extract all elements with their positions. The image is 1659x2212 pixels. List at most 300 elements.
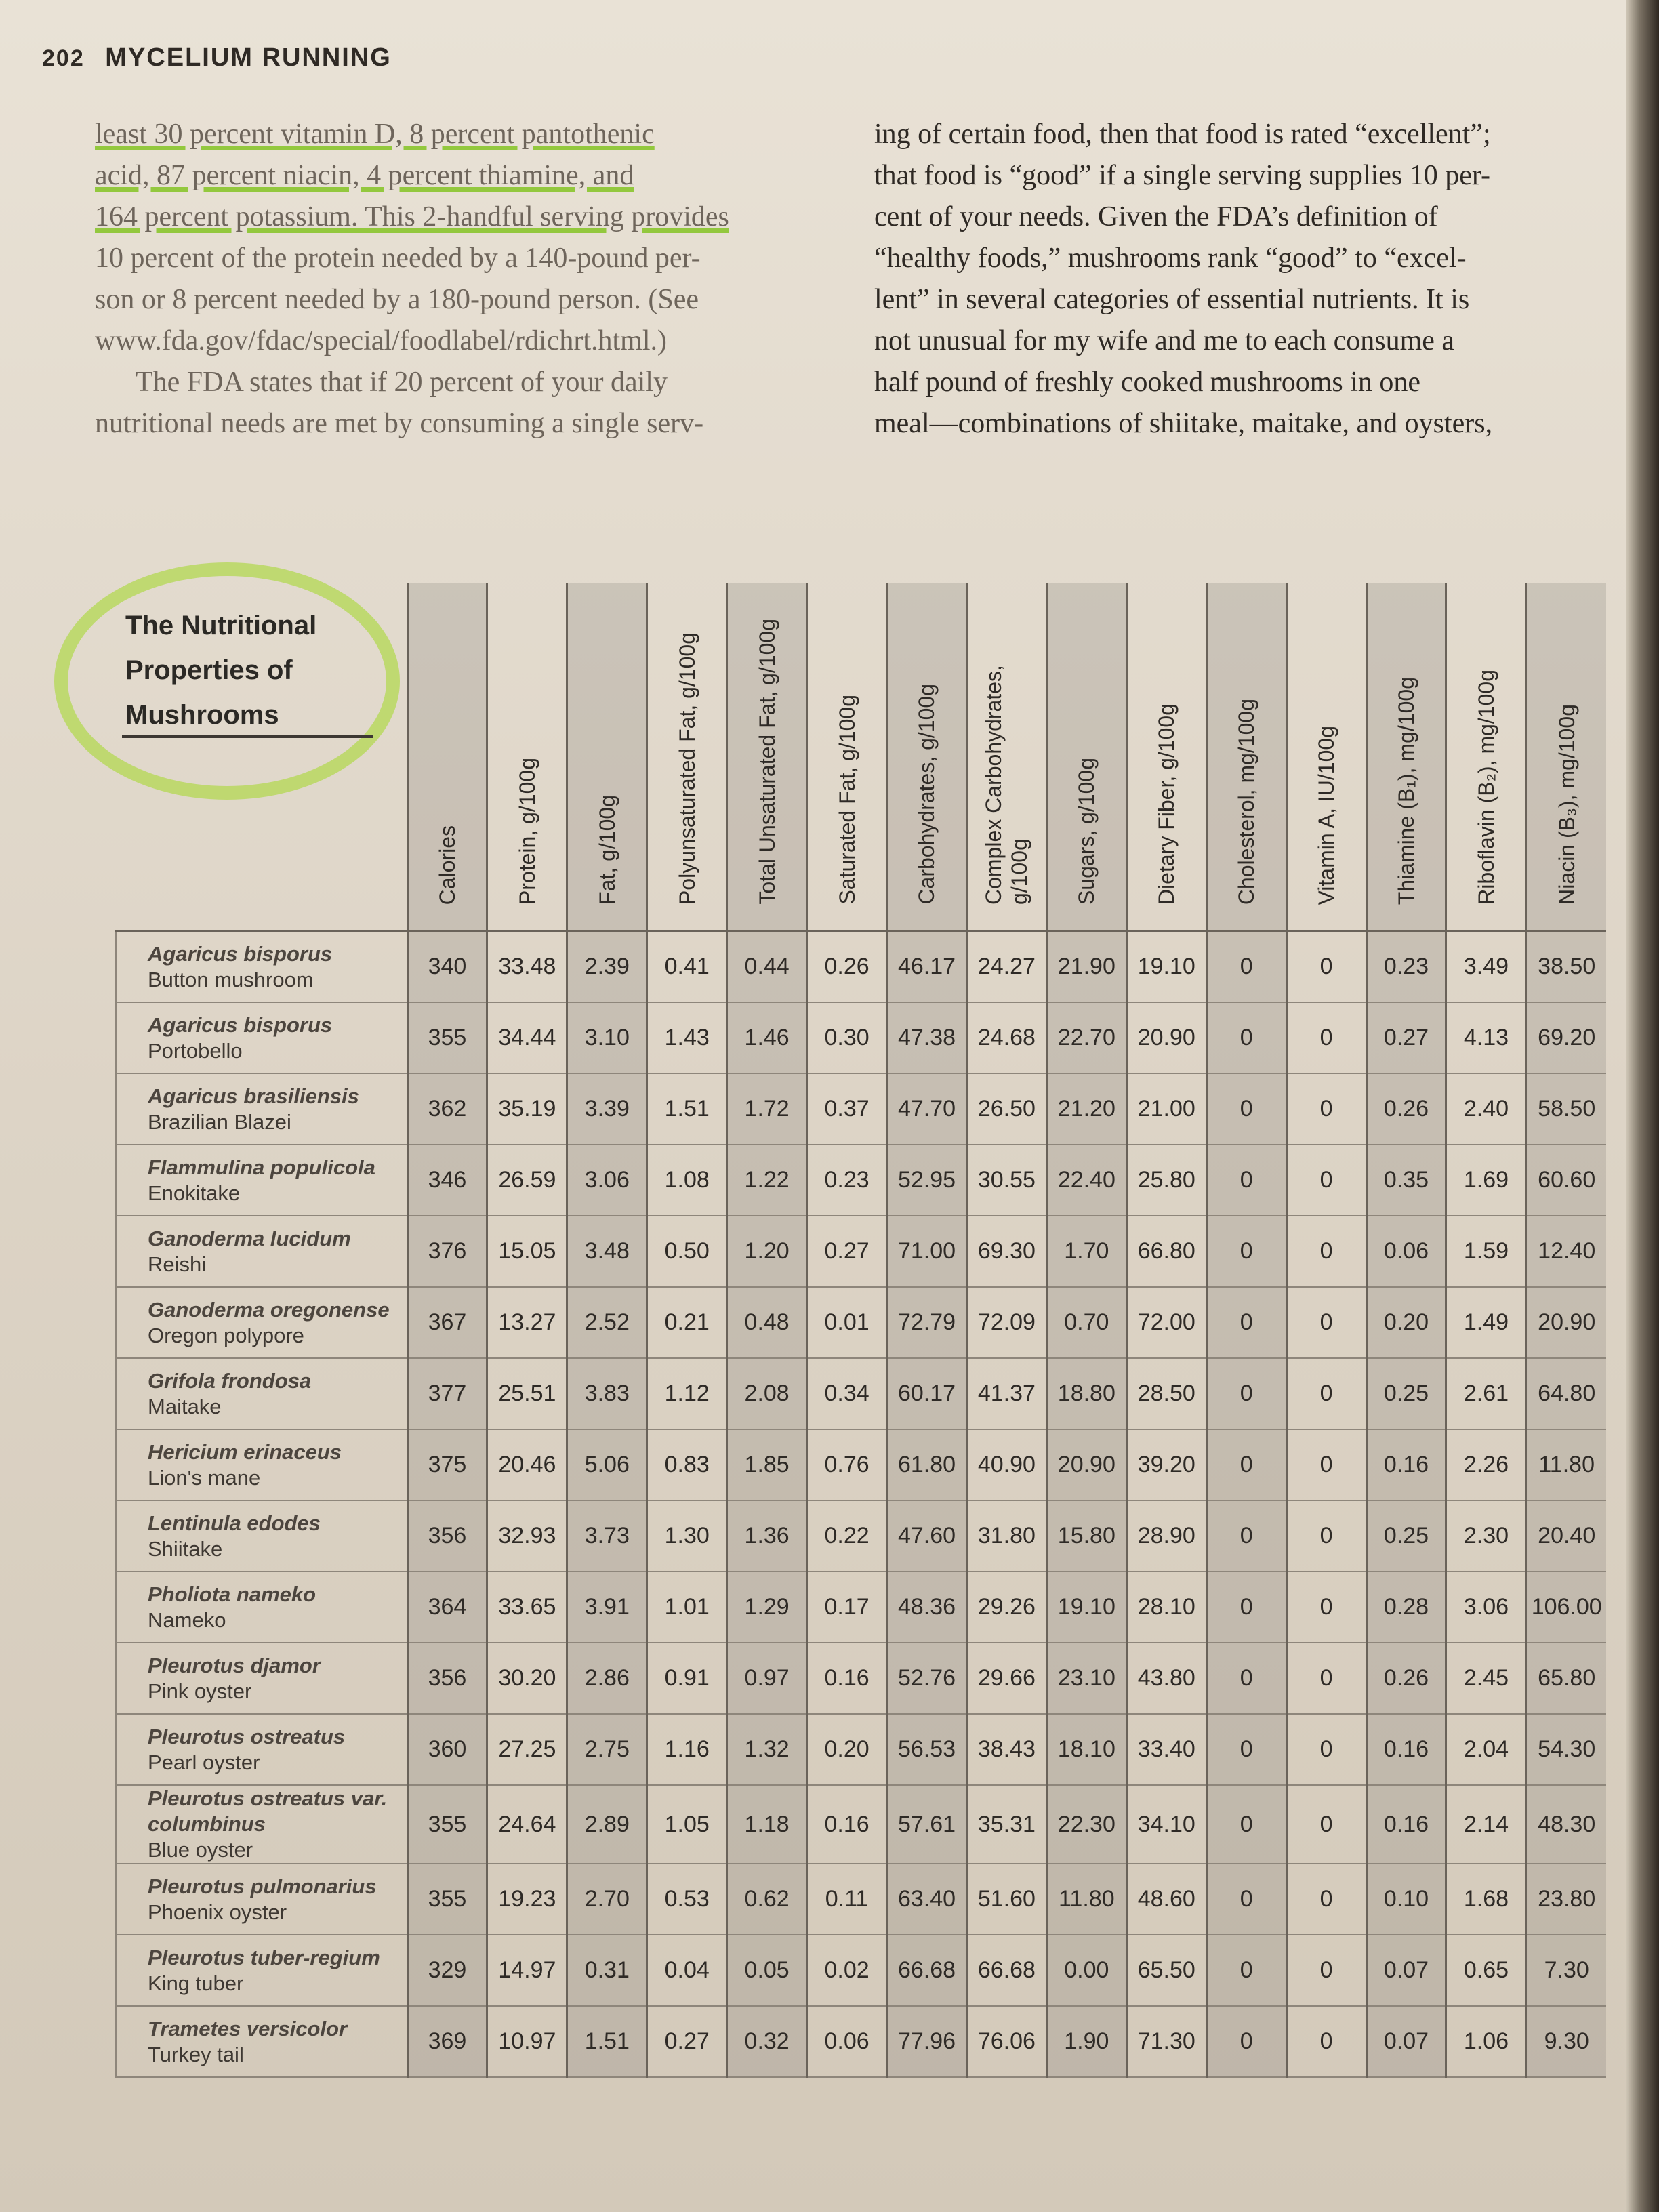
text-line: least 30 percent vitamin D, 8 percent pantothenic (95, 119, 655, 150)
table-cell: 0 (1206, 1500, 1286, 1572)
table-row (116, 1002, 1606, 1073)
table-cell: 0 (1206, 1216, 1286, 1287)
table-cell: 0.31 (567, 1935, 647, 2006)
common-name: Maitake (148, 1394, 222, 1418)
table-cell: 22.30 (1046, 1785, 1126, 1864)
table-cell: 1.08 (647, 1145, 727, 1216)
table-cell: 40.90 (966, 1429, 1046, 1500)
latin-name: Trametes versicolor (148, 2016, 348, 2041)
table-cell: 0 (1206, 1785, 1286, 1864)
species-cell (116, 1287, 407, 1358)
column-label: Fat, g/100g (594, 795, 619, 905)
species-cell (116, 1002, 407, 1073)
table-cell: 1.70 (1046, 1216, 1126, 1287)
table-cell: 340 (407, 931, 487, 1003)
table-title: The Nutritional Properties of Mushrooms (125, 611, 317, 730)
table-cell: 0.23 (807, 1145, 887, 1216)
table-cell: 360 (407, 1714, 487, 1785)
table-cell: 52.95 (887, 1145, 967, 1216)
table-cell: 20.90 (1526, 1287, 1606, 1358)
table-cell: 1.59 (1446, 1216, 1526, 1287)
table-row (116, 1287, 1606, 1358)
table-cell: 0.91 (647, 1643, 727, 1714)
column-header (487, 583, 567, 931)
table-cell: 23.10 (1046, 1643, 1126, 1714)
latin-name: Flammulina populicola (148, 1155, 375, 1179)
table-cell: 367 (407, 1287, 487, 1358)
table-cell: 31.80 (966, 1500, 1046, 1572)
table-cell: 0 (1206, 1429, 1286, 1500)
table-cell: 66.80 (1126, 1216, 1206, 1287)
table-cell: 3.48 (567, 1216, 647, 1287)
table-cell: 3.73 (567, 1500, 647, 1572)
table-cell: 329 (407, 1935, 487, 2006)
species-cell (116, 1572, 407, 1643)
table-cell: 1.36 (727, 1500, 807, 1572)
table-cell: 21.20 (1046, 1073, 1126, 1145)
table-cell: 3.49 (1446, 931, 1526, 1003)
table-cell: 0 (1206, 1864, 1286, 1935)
common-name: Lion's mane (148, 1465, 261, 1490)
table-cell: 0.50 (647, 1216, 727, 1287)
common-name: Portobello (148, 1038, 243, 1063)
table-cell: 26.50 (966, 1073, 1046, 1145)
table-cell: 0.22 (807, 1500, 887, 1572)
table-cell: 1.68 (1446, 1864, 1526, 1935)
table-cell: 1.18 (727, 1785, 807, 1864)
table-cell: 60.17 (887, 1358, 967, 1429)
table-row (116, 1785, 1606, 1864)
table-cell: 0.10 (1366, 1864, 1446, 1935)
table-cell: 3.83 (567, 1358, 647, 1429)
table-cell: 38.50 (1526, 931, 1606, 1003)
table-cell: 18.10 (1046, 1714, 1126, 1785)
text-line: ing of certain food, then that food is rated “excellent”; (874, 119, 1491, 150)
column-header (407, 583, 487, 931)
running-head (42, 43, 392, 73)
column-header (887, 583, 967, 931)
table-row (116, 1429, 1606, 1500)
table-cell: 0 (1206, 1073, 1286, 1145)
latin-name: Agaricus bisporus (148, 1012, 333, 1037)
table-cell: 1.06 (1446, 2006, 1526, 2077)
table-cell: 35.31 (966, 1785, 1046, 1864)
table-cell: 48.60 (1126, 1864, 1206, 1935)
table-row (116, 1643, 1606, 1714)
column-header (807, 583, 887, 931)
latin-name: Pleurotus pulmonarius (148, 1874, 377, 1898)
table-cell: 0.32 (727, 2006, 807, 2077)
species-cell (116, 1714, 407, 1785)
table-cell: 0 (1206, 1287, 1286, 1358)
table-cell: 28.10 (1126, 1572, 1206, 1643)
table-row (116, 931, 1606, 1003)
table-cell: 0 (1206, 1002, 1286, 1073)
table-cell: 0.44 (727, 931, 807, 1003)
table-cell: 7.30 (1526, 1935, 1606, 2006)
table-cell: 51.60 (966, 1864, 1046, 1935)
table-cell: 20.90 (1126, 1002, 1206, 1073)
table-cell: 1.85 (727, 1429, 807, 1500)
table-cell: 20.90 (1046, 1429, 1126, 1500)
table-cell: 46.17 (887, 931, 967, 1003)
table-cell: 0 (1286, 1429, 1366, 1500)
nutrition-table (115, 583, 1606, 2078)
table-cell: 29.66 (966, 1643, 1046, 1714)
table-cell: 22.40 (1046, 1145, 1126, 1216)
paragraph-1 (95, 114, 806, 362)
table-cell: 24.68 (966, 1002, 1046, 1073)
table-cell: 65.80 (1526, 1643, 1606, 1714)
table-cell: 1.16 (647, 1714, 727, 1785)
table-cell: 69.20 (1526, 1002, 1606, 1073)
table-cell: 0.16 (1366, 1429, 1446, 1500)
page-edge (1626, 0, 1659, 2212)
table-cell: 2.39 (567, 931, 647, 1003)
table-cell: 0.65 (1446, 1935, 1526, 2006)
table-cell: 355 (407, 1785, 487, 1864)
table-cell: 0 (1286, 1002, 1366, 1073)
text-line: that food is “good” if a single serving supplies 10 per- (874, 160, 1490, 191)
table-cell: 364 (407, 1572, 487, 1643)
species-cell (116, 1643, 407, 1714)
table-cell: 11.80 (1526, 1429, 1606, 1500)
table-cell: 9.30 (1526, 2006, 1606, 2077)
column-header (966, 583, 1046, 931)
table-cell: 356 (407, 1643, 487, 1714)
table-cell: 1.20 (727, 1216, 807, 1287)
table-cell: 2.40 (1446, 1073, 1526, 1145)
table-cell: 27.25 (487, 1714, 567, 1785)
latin-name: Pholiota nameko (148, 1582, 316, 1606)
table-row (116, 1216, 1606, 1287)
table-cell: 356 (407, 1500, 487, 1572)
table-cell: 1.43 (647, 1002, 727, 1073)
table-cell: 0 (1286, 1287, 1366, 1358)
latin-name: Pleurotus ostreatus (148, 1724, 346, 1748)
left-column-text (95, 114, 806, 445)
common-name: Enokitake (148, 1181, 241, 1205)
column-header (1126, 583, 1206, 931)
table-cell: 2.08 (727, 1358, 807, 1429)
latin-name: Hericium erinaceus (148, 1439, 342, 1464)
table-cell: 3.39 (567, 1073, 647, 1145)
table-cell: 2.86 (567, 1643, 647, 1714)
table-cell: 2.14 (1446, 1785, 1526, 1864)
table-cell: 1.01 (647, 1572, 727, 1643)
column-label: Vitamin A, IU/100g (1314, 725, 1339, 905)
table-cell: 375 (407, 1429, 487, 1500)
table-cell: 71.00 (887, 1216, 967, 1287)
column-header (1446, 583, 1526, 931)
table-row (116, 1500, 1606, 1572)
common-name: Blue oyster (148, 1838, 253, 1862)
table-cell: 30.55 (966, 1145, 1046, 1216)
table-cell: 355 (407, 1002, 487, 1073)
table-cell: 24.64 (487, 1785, 567, 1864)
table-cell: 346 (407, 1145, 487, 1216)
text-line: cent of your needs. Given the FDA’s definition of (874, 201, 1438, 232)
table-cell: 0 (1286, 1643, 1366, 1714)
table-cell: 3.10 (567, 1002, 647, 1073)
table-cell: 58.50 (1526, 1073, 1606, 1145)
column-header (567, 583, 647, 931)
common-name: Reishi (148, 1252, 207, 1276)
table-cell: 0.53 (647, 1864, 727, 1935)
table-cell: 0.25 (1366, 1500, 1446, 1572)
table-cell: 0 (1286, 1785, 1366, 1864)
column-label: Complex Carbohydrates, g/100g (981, 665, 1032, 905)
table-cell: 19.10 (1126, 931, 1206, 1003)
table-cell: 0.62 (727, 1864, 807, 1935)
table-cell: 0 (1286, 1073, 1366, 1145)
table-row (116, 1935, 1606, 2006)
text-line: not unusual for my wife and me to each consume a (874, 325, 1455, 356)
table-cell: 0 (1206, 1572, 1286, 1643)
table-cell: 0.06 (807, 2006, 887, 2077)
table-cell: 376 (407, 1216, 487, 1287)
table-cell: 0 (1286, 1935, 1366, 2006)
text-line: nutritional needs are met by consuming a single serv- (95, 408, 704, 439)
table-cell: 1.90 (1046, 2006, 1126, 2077)
table-cell: 1.32 (727, 1714, 807, 1785)
table-cell: 0 (1286, 1145, 1366, 1216)
table-cell: 32.93 (487, 1500, 567, 1572)
column-label: Protein, g/100g (514, 757, 539, 905)
text-line: “healthy foods,” mushrooms rank “good” to “excel- (874, 243, 1467, 274)
table-cell: 0 (1286, 1500, 1366, 1572)
text-line: acid, 87 percent niacin, 4 percent thiamine, and (95, 160, 634, 191)
common-name: Turkey tail (148, 2042, 244, 2066)
table-cell: 0.07 (1366, 1935, 1446, 2006)
latin-name: Pleurotus djamor (148, 1653, 321, 1677)
table-cell: 0.37 (807, 1073, 887, 1145)
column-header (1286, 583, 1366, 931)
common-name: Oregon polypore (148, 1323, 304, 1347)
book-title: MYCELIUM RUNNING (105, 43, 392, 72)
table-cell: 52.76 (887, 1643, 967, 1714)
common-name: Phoenix oyster (148, 1900, 287, 1924)
table-cell: 0.34 (807, 1358, 887, 1429)
table-cell: 72.09 (966, 1287, 1046, 1358)
table-cell: 355 (407, 1864, 487, 1935)
latin-name: Agaricus bisporus (148, 941, 333, 966)
table-cell: 0 (1206, 2006, 1286, 2077)
species-cell (116, 1500, 407, 1572)
right-column-text (874, 114, 1593, 445)
table-cell: 10.97 (487, 2006, 567, 2077)
table-cell: 1.51 (567, 2006, 647, 2077)
table-cell: 33.40 (1126, 1714, 1206, 1785)
table-cell: 1.51 (647, 1073, 727, 1145)
table-cell: 76.06 (966, 2006, 1046, 2077)
table-cell: 21.00 (1126, 1073, 1206, 1145)
table-cell: 47.60 (887, 1500, 967, 1572)
table-cell: 69.30 (966, 1216, 1046, 1287)
table-cell: 0 (1286, 931, 1366, 1003)
table-cell: 0 (1206, 1935, 1286, 2006)
text-line: meal—combinations of shiitake, maitake, and oysters, (874, 408, 1493, 439)
table-cell: 56.53 (887, 1714, 967, 1785)
table-cell: 48.36 (887, 1572, 967, 1643)
table-cell: 25.80 (1126, 1145, 1206, 1216)
table-cell: 28.90 (1126, 1500, 1206, 1572)
table-cell: 362 (407, 1073, 487, 1145)
table-cell: 63.40 (887, 1864, 967, 1935)
table-cell: 0 (1286, 1864, 1366, 1935)
table-cell: 2.61 (1446, 1358, 1526, 1429)
table-cell: 0.20 (807, 1714, 887, 1785)
common-name: Pink oyster (148, 1679, 252, 1703)
species-cell (116, 931, 407, 1003)
table-cell: 0 (1206, 931, 1286, 1003)
table-cell: 19.10 (1046, 1572, 1126, 1643)
table-row (116, 1145, 1606, 1216)
table-cell: 1.05 (647, 1785, 727, 1864)
table-cell: 0.27 (647, 2006, 727, 2077)
table-cell: 18.80 (1046, 1358, 1126, 1429)
table-cell: 2.89 (567, 1785, 647, 1864)
table-cell: 47.70 (887, 1073, 967, 1145)
table-cell: 0.27 (1366, 1002, 1446, 1073)
species-cell (116, 2006, 407, 2077)
species-cell (116, 1785, 407, 1864)
table-cell: 30.20 (487, 1643, 567, 1714)
table-cell: 0.07 (1366, 2006, 1446, 2077)
table-cell: 0.83 (647, 1429, 727, 1500)
column-label: Riboflavin (B₂), mg/100g (1473, 670, 1498, 905)
column-header (1526, 583, 1606, 931)
table-cell: 60.60 (1526, 1145, 1606, 1216)
table-cell: 61.80 (887, 1429, 967, 1500)
table-cell: 14.97 (487, 1935, 567, 2006)
column-label: Sugars, g/100g (1074, 757, 1099, 905)
species-cell (116, 1358, 407, 1429)
table-cell: 2.75 (567, 1714, 647, 1785)
table-cell: 54.30 (1526, 1714, 1606, 1785)
table-cell: 0.26 (807, 931, 887, 1003)
text-line: son or 8 percent needed by a 180-pound person. (See (95, 284, 699, 315)
column-label: Calories (434, 825, 459, 905)
column-header (1046, 583, 1126, 931)
table-row (116, 1864, 1606, 1935)
table-cell: 0.28 (1366, 1572, 1446, 1643)
paragraph-3 (874, 114, 1593, 445)
table-cell: 23.80 (1526, 1864, 1606, 1935)
page-number: 202 (42, 45, 85, 71)
table-cell: 25.51 (487, 1358, 567, 1429)
text-line: lent” in several categories of essential nutrients. It is (874, 284, 1470, 315)
table-cell: 0.35 (1366, 1145, 1446, 1216)
table-cell: 11.80 (1046, 1864, 1126, 1935)
table-cell: 0.27 (807, 1216, 887, 1287)
column-label: Cholesterol, mg/100g (1234, 698, 1259, 905)
table-cell: 2.70 (567, 1864, 647, 1935)
table-cell: 72.00 (1126, 1287, 1206, 1358)
table-cell: 0.26 (1366, 1643, 1446, 1714)
table-cell: 0 (1286, 1216, 1366, 1287)
table-cell: 1.72 (727, 1073, 807, 1145)
table-cell: 22.70 (1046, 1002, 1126, 1073)
column-label: Dietary Fiber, g/100g (1154, 703, 1179, 905)
table-cell: 0.20 (1366, 1287, 1446, 1358)
text-line: The FDA states that if 20 percent of your daily (136, 367, 668, 398)
table-cell: 24.27 (966, 931, 1046, 1003)
table-cell: 66.68 (966, 1935, 1046, 2006)
table-cell: 77.96 (887, 2006, 967, 2077)
table-cell: 0 (1206, 1714, 1286, 1785)
paragraph-2 (95, 362, 806, 445)
text-line: 10 percent of the protein needed by a 140-pound per- (95, 243, 701, 274)
table-cell: 0 (1206, 1358, 1286, 1429)
table-cell: 0.16 (807, 1643, 887, 1714)
column-label: Thiamine (B₁), mg/100g (1394, 676, 1419, 905)
table-cell: 47.38 (887, 1002, 967, 1073)
table-cell: 71.30 (1126, 2006, 1206, 2077)
latin-name: Lentinula edodes (148, 1511, 321, 1535)
table-cell: 0.16 (1366, 1785, 1446, 1864)
table-cell: 28.50 (1126, 1358, 1206, 1429)
table-cell: 0 (1206, 1145, 1286, 1216)
common-name: King tuber (148, 1971, 244, 1995)
text-line: half pound of freshly cooked mushrooms in one (874, 367, 1421, 398)
text-line: 164 percent potassium. This 2-handful serving provides (95, 201, 729, 232)
latin-name: Ganoderma oregonense (148, 1297, 390, 1322)
table-cell: 0.23 (1366, 931, 1446, 1003)
species-cell (116, 1935, 407, 2006)
table-cell: 106.00 (1526, 1572, 1606, 1643)
table-cell: 0.16 (1366, 1714, 1446, 1785)
table-cell: 0.06 (1366, 1216, 1446, 1287)
table-cell: 3.06 (567, 1145, 647, 1216)
table-cell: 29.26 (966, 1572, 1046, 1643)
table-cell: 64.80 (1526, 1358, 1606, 1429)
table-cell: 1.46 (727, 1002, 807, 1073)
column-label: Saturated Fat, g/100g (834, 695, 859, 905)
table-row (116, 1572, 1606, 1643)
table-cell: 39.20 (1126, 1429, 1206, 1500)
common-name: Nameko (148, 1607, 226, 1632)
table-cell: 2.52 (567, 1287, 647, 1358)
common-name: Shiitake (148, 1536, 223, 1561)
table-row (116, 2006, 1606, 2077)
table-cell: 15.80 (1046, 1500, 1126, 1572)
table-cell: 34.10 (1126, 1785, 1206, 1864)
table-cell: 5.06 (567, 1429, 647, 1500)
table-cell: 0.70 (1046, 1287, 1126, 1358)
species-cell (116, 1216, 407, 1287)
table-cell: 0.02 (807, 1935, 887, 2006)
table-cell: 57.61 (887, 1785, 967, 1864)
table-cell: 0.76 (807, 1429, 887, 1500)
table-cell: 41.37 (966, 1358, 1046, 1429)
table-cell: 0 (1286, 1714, 1366, 1785)
table-cell: 0.01 (807, 1287, 887, 1358)
table-cell: 0 (1206, 1643, 1286, 1714)
text-line: www.fda.gov/fdac/special/foodlabel/rdichrt.html.) (95, 325, 667, 356)
table-cell: 19.23 (487, 1864, 567, 1935)
table-cell: 20.46 (487, 1429, 567, 1500)
table-cell: 15.05 (487, 1216, 567, 1287)
table-cell: 72.79 (887, 1287, 967, 1358)
table-cell: 0 (1286, 2006, 1366, 2077)
latin-name: Agaricus brasiliensis (148, 1084, 359, 1108)
title-rule (122, 735, 373, 738)
table-cell: 21.90 (1046, 931, 1126, 1003)
table-cell: 0.21 (647, 1287, 727, 1358)
table-cell: 12.40 (1526, 1216, 1606, 1287)
table-cell: 33.65 (487, 1572, 567, 1643)
